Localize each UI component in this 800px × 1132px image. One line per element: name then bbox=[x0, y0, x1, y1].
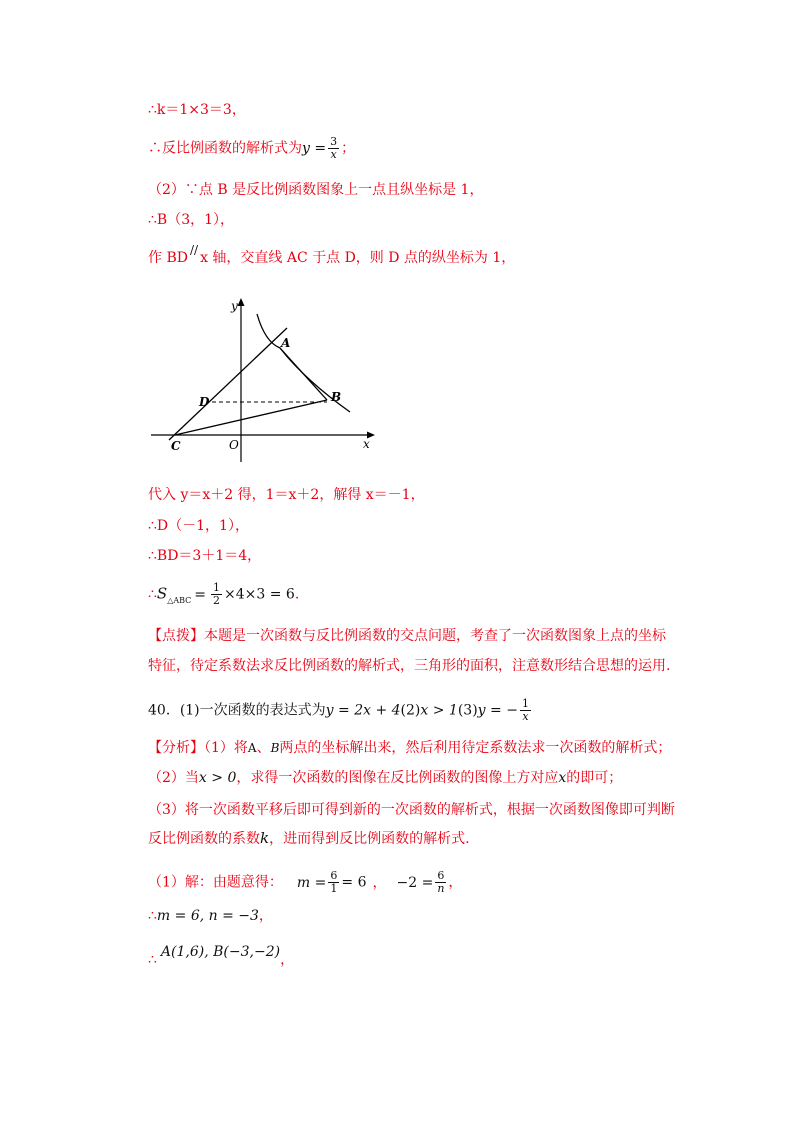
fraction-1-over-x bbox=[520, 698, 531, 723]
parallel-symbol: // bbox=[189, 243, 199, 257]
math-x-greater-1: x > 1 bbox=[420, 702, 458, 719]
math-equals-6: = 6 bbox=[341, 874, 367, 891]
text-line-solution-1 bbox=[148, 870, 462, 895]
fraction-numerator: 1 bbox=[521, 697, 529, 710]
fraction-denominator: 1 bbox=[330, 882, 338, 895]
text-line-k-value: ∴k＝1×3＝3， bbox=[148, 102, 246, 118]
coordinate-figure bbox=[145, 290, 380, 465]
math-y-equals: y = bbox=[302, 140, 327, 157]
fraction-denominator: x bbox=[522, 710, 529, 723]
therefore-symbol: ∴ bbox=[148, 908, 157, 924]
label-point-d: D bbox=[199, 395, 210, 409]
text-line-construct-bd bbox=[148, 243, 516, 268]
text-comma: ， bbox=[372, 874, 387, 891]
label-origin: O bbox=[229, 438, 239, 452]
text-line-analysis-3: （3）将一次函数平移后即可得到新的一次函数的解析式，根据一次函数图像即可判断 bbox=[148, 802, 675, 818]
text-prefix: ∴反比例函数的解析式为 bbox=[148, 140, 302, 157]
therefore-symbol: ∴ bbox=[148, 586, 157, 603]
fraction-denominator: n bbox=[437, 882, 445, 895]
fraction-6-over-1 bbox=[328, 870, 339, 895]
text-line-bd-length: ∴BD＝3＋1＝4， bbox=[148, 548, 262, 564]
text-line-tip-2: 特征，待定系数法求反比例函数的解析式，三角形的面积，注意数形结合思想的运用. bbox=[148, 658, 671, 674]
segment-ab bbox=[280, 348, 327, 400]
text-part3-marker: (3) bbox=[457, 702, 478, 719]
text-prefix: 40．(1)一次函数的表达式为 bbox=[148, 702, 326, 719]
math-area-result: ×4×3 = 6 bbox=[224, 586, 295, 603]
fraction-numerator: 6 bbox=[437, 869, 445, 882]
label-point-b: B bbox=[331, 390, 342, 404]
text-prefix: （1）解：由题意得： bbox=[148, 874, 283, 891]
label-y: y bbox=[231, 299, 238, 313]
math-point-b: B bbox=[270, 741, 280, 755]
label-point-c: C bbox=[171, 439, 181, 453]
math-point-a: A bbox=[247, 741, 257, 755]
math-area-subscript: △ABC bbox=[167, 595, 192, 605]
math-m-n-values: m = 6, n = −3 bbox=[156, 908, 259, 924]
math-x-greater-0: x > 0 bbox=[198, 770, 237, 786]
fraction-3-over-x bbox=[328, 136, 339, 161]
text-comma: ， bbox=[280, 952, 295, 968]
text-line-q40-answer bbox=[148, 698, 533, 723]
text-suffix: ，进而得到反比例函数的解析式. bbox=[269, 831, 470, 847]
text-line-solution-2 bbox=[148, 906, 273, 926]
text-suffix: . bbox=[294, 586, 300, 603]
math-y-equals-neg: y = − bbox=[477, 702, 518, 719]
text-prefix: 【分析】（1）将 bbox=[148, 740, 248, 756]
math-points-ab: A(1,6), B(−3,−2) bbox=[160, 944, 281, 960]
label-point-a: A bbox=[281, 336, 291, 350]
math-m-equals: m = bbox=[296, 874, 327, 891]
fraction-numerator: 6 bbox=[330, 869, 338, 882]
text-line-analysis-4 bbox=[148, 828, 470, 849]
label-x: x bbox=[363, 437, 370, 451]
text-line-area bbox=[148, 582, 299, 607]
text-separator: 、 bbox=[256, 740, 271, 756]
text-line-tip-1: 【点拨】本题是一次函数与反比例函数的交点问题，考查了一次函数图象上点的坐标 bbox=[148, 628, 666, 644]
math-x: x bbox=[558, 770, 567, 786]
text-line-analysis-1 bbox=[148, 738, 671, 758]
math-linear-function: y = 2x + 4 bbox=[325, 702, 401, 719]
text-prefix: 作 BD bbox=[148, 250, 188, 266]
math-area-s: S bbox=[156, 584, 168, 603]
fraction-denominator: x bbox=[330, 148, 337, 161]
text-comma: ， bbox=[448, 874, 463, 891]
text-line-inverse-function bbox=[148, 136, 355, 161]
segment-cb bbox=[175, 400, 327, 435]
y-axis-arrow bbox=[238, 298, 245, 306]
text-line-solution-3 bbox=[148, 942, 295, 968]
text-line-point-d: ∴D（－1，1）， bbox=[148, 518, 249, 534]
fraction-denominator: 2 bbox=[213, 594, 221, 607]
text-prefix: 反比例函数的系数 bbox=[148, 831, 260, 847]
math-k: k bbox=[260, 829, 270, 847]
text-suffix: x 轴，交直线 AC 于点 D，则 D 点的纵坐标为 1， bbox=[200, 250, 516, 266]
text-suffix: 的即可； bbox=[566, 770, 623, 786]
text-line-point-b: ∴B（3，1）， bbox=[148, 212, 235, 228]
text-line-part2-given: （2）∵点 B 是反比例函数图象上一点且纵坐标是 1， bbox=[148, 182, 484, 198]
text-comma: ， bbox=[258, 908, 273, 924]
text-line-substitute: 代入 y＝x＋2 得，1＝x＋2，解得 x＝－1， bbox=[148, 487, 425, 503]
fraction-6-over-n bbox=[435, 870, 446, 895]
text-prefix: （2）当 bbox=[148, 770, 199, 786]
fraction-one-half bbox=[211, 582, 222, 607]
text-suffix: 两点的坐标解出来，然后利用待定系数法求一次函数的解析式； bbox=[279, 740, 672, 756]
text-part2-marker: (2) bbox=[400, 702, 421, 719]
math-equals: = bbox=[194, 586, 207, 603]
text-suffix: ； bbox=[341, 140, 356, 157]
text-middle: ，求得一次函数的图像在反比例函数的图像上方对应 bbox=[236, 770, 559, 786]
fraction-numerator: 1 bbox=[213, 581, 221, 594]
therefore-symbol: ∴ bbox=[148, 952, 157, 968]
math-neg2-equals: −2 = bbox=[396, 874, 434, 891]
text-line-analysis-2 bbox=[148, 768, 622, 788]
fraction-numerator: 3 bbox=[330, 135, 338, 148]
